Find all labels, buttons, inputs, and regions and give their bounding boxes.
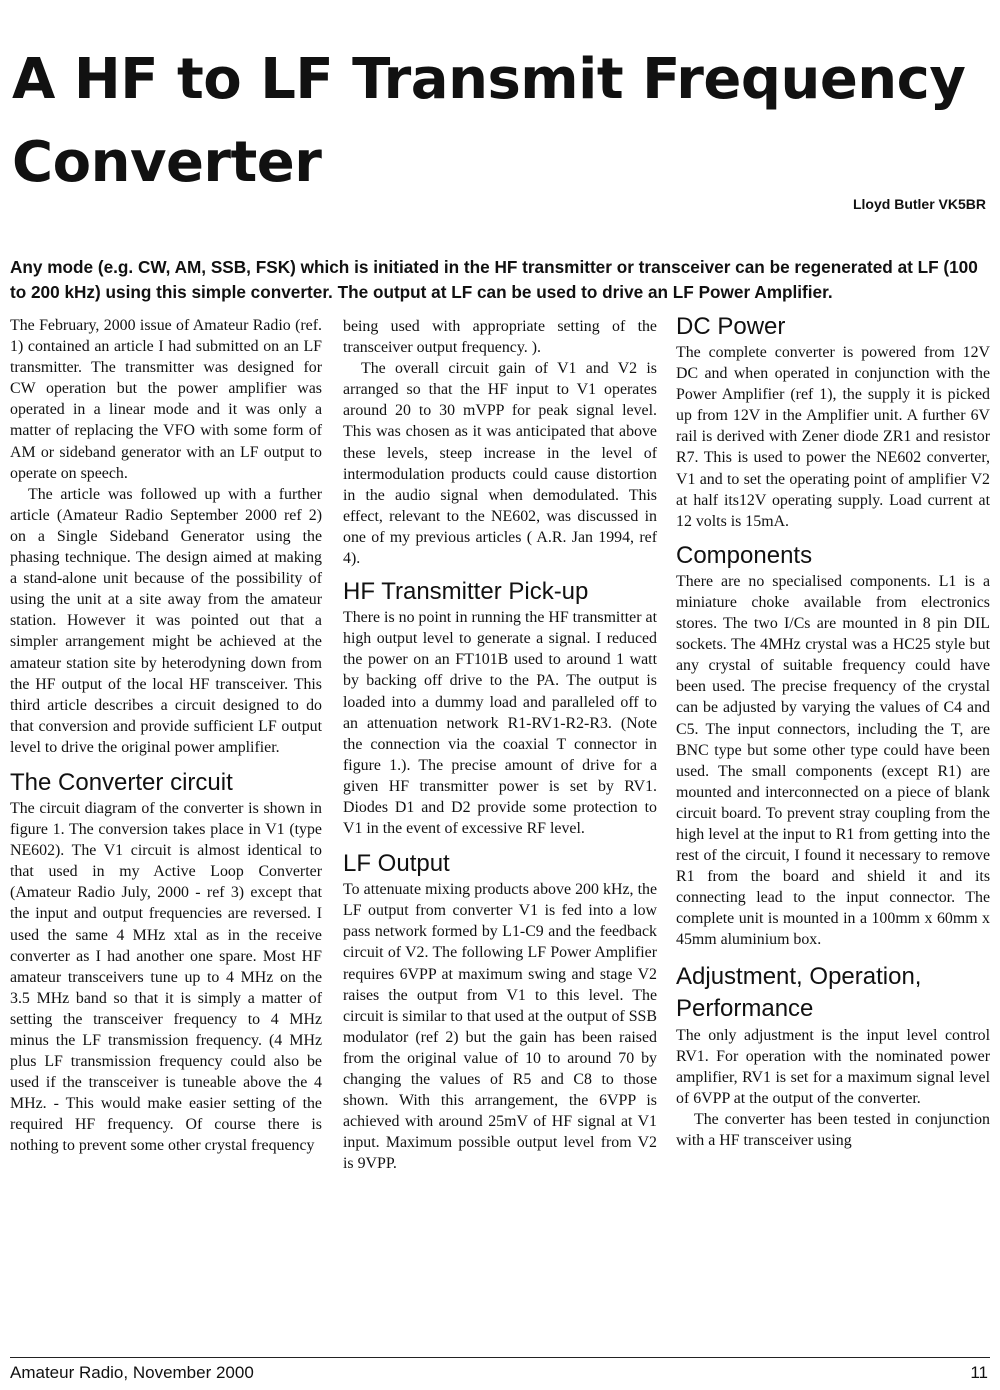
paragraph: To attenuate mixing products above 200 kHz, the LF output from converter V1 is fed into a low pass network formed by L1-C9 and the feedback circuit of V2. The following LF Power Amplifier requires 6VPP at maximum swing and stage V2 raises the output from V1 to this level. The circuit is similar to that used at the output of SSB modulator (ref 2) but the gain has been raised from the original value of 10 to around 70 by changing the values of R5 and C8 to those shown. With this arrangement, the 6VPP is achieved with around 25mV of HF signal at V1 input. Maximum possible output level from V2 is 9VPP. (343, 881, 657, 1173)
section-heading-components: Components (676, 541, 813, 569)
section-heading-lf-output: LF Output (343, 850, 450, 878)
footer-divider (10, 1357, 990, 1358)
page-number: 11 (970, 1363, 988, 1382)
footer-publication: Amateur Radio, November 2000 (10, 1363, 254, 1382)
paragraph: The only adjustment is the input level control RV1. For operation with the nominated power amplifier, RV1 is set for a maximum signal level of 6VPP at the output of the converter. (676, 1026, 990, 1107)
paragraph: The converter has been tested in conjunction with a HF transceiver using (676, 1110, 990, 1149)
paragraph: The circuit diagram of the converter is shown in figure 1. The conversion takes place in V1 (type NE602). The V1 circuit is almost identical to that used in my Active Loop Converter (Amateur Radio July, 2000 - ref 3) except that the input and output frequencies are reversed. I used the same 4 MHz xtal as in the receive converter as I had another one spare. Most HF amateur transceivers tune up to 4 MHz on the 3.5 MHz band so that it is simply a matter of setting the transceiver frequency to 4 MHz minus the LF transmission frequency. (4 MHz plus LF transmission frequency could also be used if the transceiver is tuneable above the 4 MHz. - This would make easier setting of the required HF frequency. Of course there is nothing to prevent some other crystal frequency (10, 799, 322, 1155)
paragraph: There are no specialised components. L1 is a miniature choke available from electronics stores. The two I/Cs are mounted in 8 pin DIL sockets. The 4MHz crystal was a HC25 style but any crystal of suitable frequency could have been used. The precise frequency of the crystal can be adjusted by varying the values of C4 and C5. The input connectors, including the T, are BNC type but some other type could have been used. The small components (except R1) are mounted and interconnected on a piece of blank circuit board. To prevent stray coupling from the high level at the input to R1 from getting into the rest of the circuit, I found it necessary to remove R1 from the board and shield it and its connecting lead to the input connector. The complete unit is mounted in a 100mm x 60mm x 45mm aluminium box. (676, 572, 990, 949)
author-byline: Lloyd Butler VK5BR (852, 196, 986, 212)
column-1 (10, 315, 322, 1157)
section-heading-adjustment: Adjustment, Operation, Performance (676, 962, 922, 1022)
paragraph: The February, 2000 issue of Amateur Radio (ref. 1) contained an article I had submitted on an LF transmitter. The transmitter was designed for CW operation but the power amplifier was operated in a linear mode and it was only a matter of replacing the VFO with some form of AM or sideband generator with an LF output to operate on speech. (10, 317, 322, 482)
article-title: A HF to LF Transmit Frequency Converter (12, 47, 966, 195)
section-heading-converter-circuit: The Converter circuit (10, 768, 233, 796)
paragraph: The overall circuit gain of V1 and V2 is arranged so that the HF input to V1 operates around 20 to 30 mVPP for peak signal level. This was chosen as it was anticipated that above these levels, steep increase in the level of intermodulation products could cause distortion in the audio signal when demodulated. This effect, relevant to the NE602, was discussed in one of my previous articles ( A.R. Jan 1994, ref 4). (343, 360, 657, 568)
section-heading-hf-pickup: HF Transmitter Pick-up (343, 578, 589, 606)
paragraph: The article was followed up with a further article (Amateur Radio September 2000 ref 2) on a Single Sideband Generator using the phasing technique. The design aimed at making a stand-alone unit because of the possibility of using the unit at a site away from the amateur station. However it was pointed out that a simpler arrangement might be achieved at the amateur station site by heterodyning down from the HF output of the local HF transceiver. This third article describes a circuit designed to do that conversion and provide sufficient LF output level to drive the original power amplifier. (10, 485, 322, 756)
paragraph: There is no point in running the HF transmitter at high output level to generate a signal. I reduced the power on an FT101B used to around 1 watt by backing off drive to the PA. The output is loaded into a dummy load and paralleled off to an attenuation network R1-RV1-R2-R3. (Note the connection via the coaxial T connector in figure 1.). The precise amount of drive for a given HF transmitter power is set by RV1. Diodes D1 and D2 provide some protection to V1 in the event of excessive RF level. (343, 609, 657, 838)
section-heading-dc-power: DC Power (676, 313, 786, 340)
column-2 (343, 316, 657, 1174)
column-3 (676, 315, 990, 1151)
paragraph: being used with appropriate setting of the transceiver output frequency. ). (343, 318, 657, 357)
paragraph: The complete converter is powered from 12V DC and when operated in conjunction with the Power Amplifier (ref 1), the supply it is picked up from 12V in the Amplifier unit. A further 6V rail is derived with Zener diode ZR1 and resistor R7. This is used to power the NE602 converter, V1 and to set the operating point of amplifier V2 at half its12V operating supply. Load current at 12 volts is 15mA. (676, 344, 990, 530)
intro-standfirst: Any mode (e.g. CW, AM, SSB, FSK) which is initiated in the HF transmitter or transceiver can be regenerated at LF (100 to 200 kHz) using this simple converter. The output at LF can be used to drive an LF Power Amplifier. (10, 257, 978, 302)
